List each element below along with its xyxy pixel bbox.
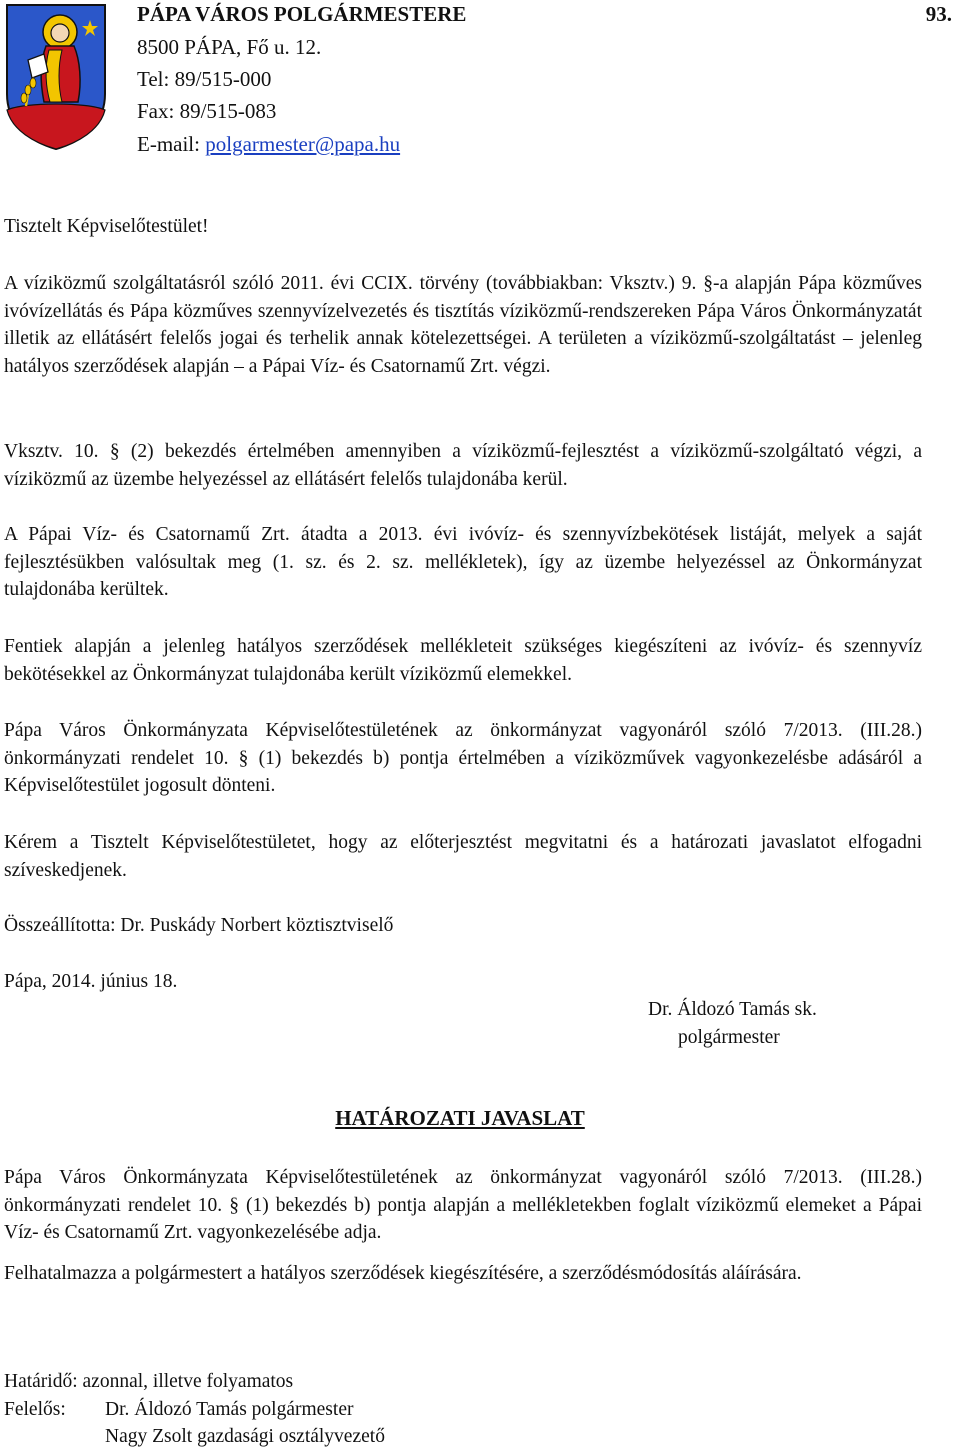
paragraph-supplement: Fentiek alapján a jelenleg hatályos szerződések mellékleteit szükséges kiegészíteni az ivóvíz- és szennyvíz bekötésekkel az Önkormányzat tulajdonába került víziközmű elemekkel. [4, 636, 922, 685]
email-link[interactable]: polgarmester@papa.hu [205, 132, 401, 156]
resolution-paragraph-2: Felhatalmazza a polgármestert a hatályos szerződések kiegészítésére, a szerződésmódosítás aláírására. [4, 1263, 802, 1284]
resolution-paragraph-1: Pápa Város Önkormányzata Képviselőtestületének az önkormányzat vagyonáról szóló 7/2013. (III.28.) önkormányzati rendelet 10. § (1) bekezdés b) pontja alapján a mellékletekben foglalt víziközmű elemeket a Pápai Víz- és Csatornamű Zrt. vagyonkezelésébe adja. [4, 1167, 922, 1243]
coat-of-arms-icon [4, 2, 108, 152]
issuer-phone: Tel: 89/515-000 [137, 67, 272, 91]
signer-name: Dr. Áldozó Tamás sk. [648, 999, 817, 1020]
responsible-label: Felelős: [4, 1399, 66, 1420]
email-label: E-mail: [137, 132, 206, 156]
paragraph-development: Vksztv. 10. § (2) bekezdés értelmében amennyiben a víziközmű-fejlesztést a víziközmű-szolgáltató végzi, a víziközmű az üzembe helyezéssel az ellátásért felelős tulajdonába kerül. [4, 441, 922, 490]
signer-title: polgármester [678, 1027, 780, 1048]
issuer-title: PÁPA VÁROS POLGÁRMESTERE [137, 2, 467, 26]
issuer-fax: Fax: 89/515-083 [137, 99, 277, 123]
resolution-title: HATÁROZATI JAVASLAT [335, 1106, 585, 1130]
responsible-person-2: Nagy Zsolt gazdasági osztályvezető [105, 1426, 385, 1447]
paragraph-request: Kérem a Tisztelt Képviselőtestületet, hogy az előterjesztést megvitatni és a határozati javaslatot elfogadni szíveskedjenek. [4, 832, 922, 881]
deadline: Határidő: azonnal, illetve folyamatos [4, 1371, 294, 1392]
responsible-person-1: Dr. Áldozó Tamás polgármester [105, 1399, 354, 1420]
page-number: 93. [925, 2, 952, 26]
issuer-address: 8500 PÁPA, Fő u. 12. [137, 35, 322, 59]
compiled-by: Összeállította: Dr. Puskády Norbert köztisztviselő [4, 915, 394, 936]
issuer-email-row [137, 130, 400, 158]
paragraph-authority: Pápa Város Önkormányzata Képviselőtestületének az önkormányzat vagyonáról szóló 7/2013. (III.28.) önkormányzati rendelet 10. § (1) bekezdés b) pontja értelmében a víziközművek vagyonkezelésbe adásáról a Képviselőtestület jogosult dönteni. [4, 720, 922, 796]
salutation: Tisztelt Képviselőtestület! [4, 216, 209, 237]
document-date: Pápa, 2014. június 18. [4, 971, 178, 992]
paragraph-handover: A Pápai Víz- és Csatornamű Zrt. átadta a 2013. évi ivóvíz- és szennyvízbekötések listáját, melyek a saját fejlesztésükben valósultak meg (1. sz. és 2. sz. mellékletek), így az üzembe helyezéssel az Önkormányzat tulajdonába kerültek. [4, 524, 922, 600]
paragraph-legal-basis: A víziközmű szolgáltatásról szóló 2011. évi CCIX. törvény (továbbiakban: Vksztv.) 9. §-a alapján Pápa közműves ivóvízellátás és Pápa közműves szennyvízelvezetés és tisztítás víziközmű-rendszereken Pápa Város Önkormányzatát illetik az ellátásért felelős jogai és terhelik annak kötelezettségei. A területen a víziközmű-szolgáltatást – jelenleg hatályos szerződések alapján – a Pápai Víz- és Csatornamű Zrt. végzi. [4, 273, 922, 377]
